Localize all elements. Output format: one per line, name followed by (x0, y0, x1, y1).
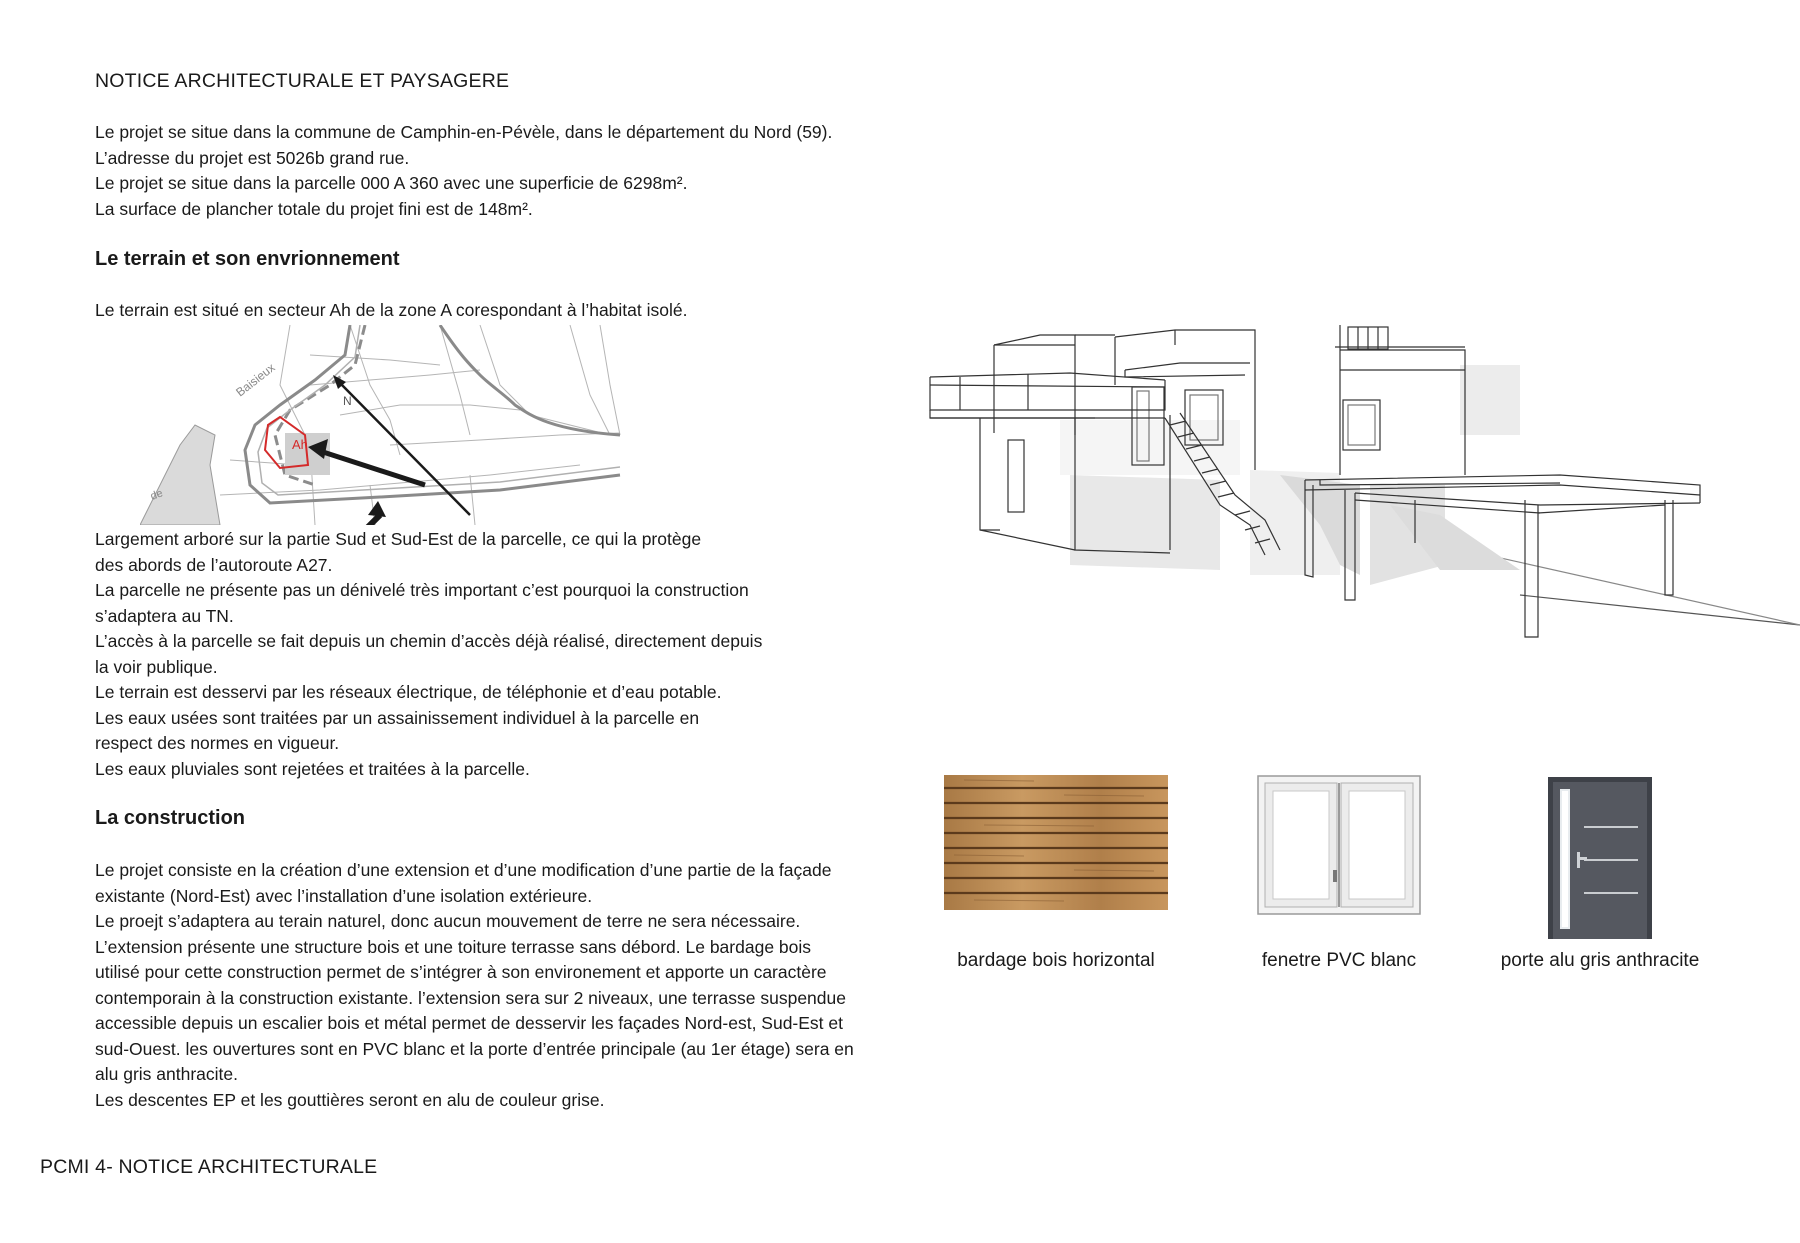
pvc-window-image (1257, 775, 1421, 915)
map-label-de: de (148, 487, 165, 503)
building-perspective-svg (920, 325, 1800, 645)
intro-paragraph: Le projet se situe dans la commune de Camphin-en-Pévèle, dans le département du Nord (59). L’adresse du projet est 5026b grand rue. Le projet se situe dans la parcelle 000 A 360 avec une superficie de 6298m². La surface de plancher totale du projet fini est de 148m². (95, 122, 833, 219)
map-label-n: N (343, 394, 352, 408)
material-caption-door: porte alu gris anthracite (1500, 950, 1700, 971)
map-label-baisieux: Baisieux (233, 360, 278, 400)
material-caption-wood: bardage bois horizontal (957, 950, 1155, 971)
terrain-description: Largement arboré sur la partie Sud et Sud-Est de la parcelle, ce qui la protège des abords de l’autoroute A27. La parcelle ne présente pas un dénivelé très important c’est pourquoi la construction s’adaptera au TN. L’accès à la parcelle se fait depuis un chemin d’accès déjà réalisé, directement depuis la voir publique. Le terrain est desservi par les réseaux électrique, de téléphonie et d’eau potable. Les eaux usées sont traitées par un assainissement individuel à la parcelle en respect des normes en vigueur. Les eaux pluviales sont rejetées et traitées à la parcelle. (95, 529, 763, 779)
zone-text: Le terrain est situé en secteur Ah de la zone A corespondant à l’habitat isolé. (95, 300, 688, 320)
alu-door-svg (1548, 777, 1652, 939)
zoning-map-svg (140, 325, 640, 525)
section-heading-construction: La construction (95, 807, 246, 829)
zoning-map (140, 325, 640, 525)
building-perspective (920, 325, 1800, 645)
construction-paragraph: Le projet consiste en la création d’une extension et d’une modification d’une partie de la façade existante (Nord-Est) avec l’installation d’une isolation extérieure. Le proejt s’adaptera au terain naturel, donc aucun mouvement de terre ne sera nécessaire. L’extension présente une structure bois et une toiture terrasse sans débord. Le bardage bois utilisé pour cette construction permet de s’intégrer à son environement et apporte un caractère contemporain à la construction existante. l’extension sera sur 2 niveaux, une terrasse suspendue accessible depuis un escalier bois et métal permet de desservir les façades Nord-est, Sud-Est et sud-Ouest. les ouvertures sont en PVC blanc et la porte d’entrée principale (au 1er étage) sera en alu gris anthracite. Les descentes EP et les gouttières seront en alu de couleur grise. (95, 860, 854, 1110)
page-title: NOTICE ARCHITECTURALE ET PAYSAGERE (95, 70, 510, 92)
material-caption-window: fenetre PVC blanc (1261, 950, 1417, 971)
pvc-window-svg (1257, 775, 1421, 915)
alu-door-image (1548, 777, 1652, 939)
footer-label: PCMI 4- NOTICE ARCHITECTURALE (40, 1156, 378, 1178)
map-label-ah: Ah (292, 437, 308, 452)
wood-cladding-svg (944, 775, 1168, 910)
wood-cladding-image (944, 775, 1168, 910)
section-heading-terrain: Le terrain et son envrionnement (95, 248, 400, 270)
